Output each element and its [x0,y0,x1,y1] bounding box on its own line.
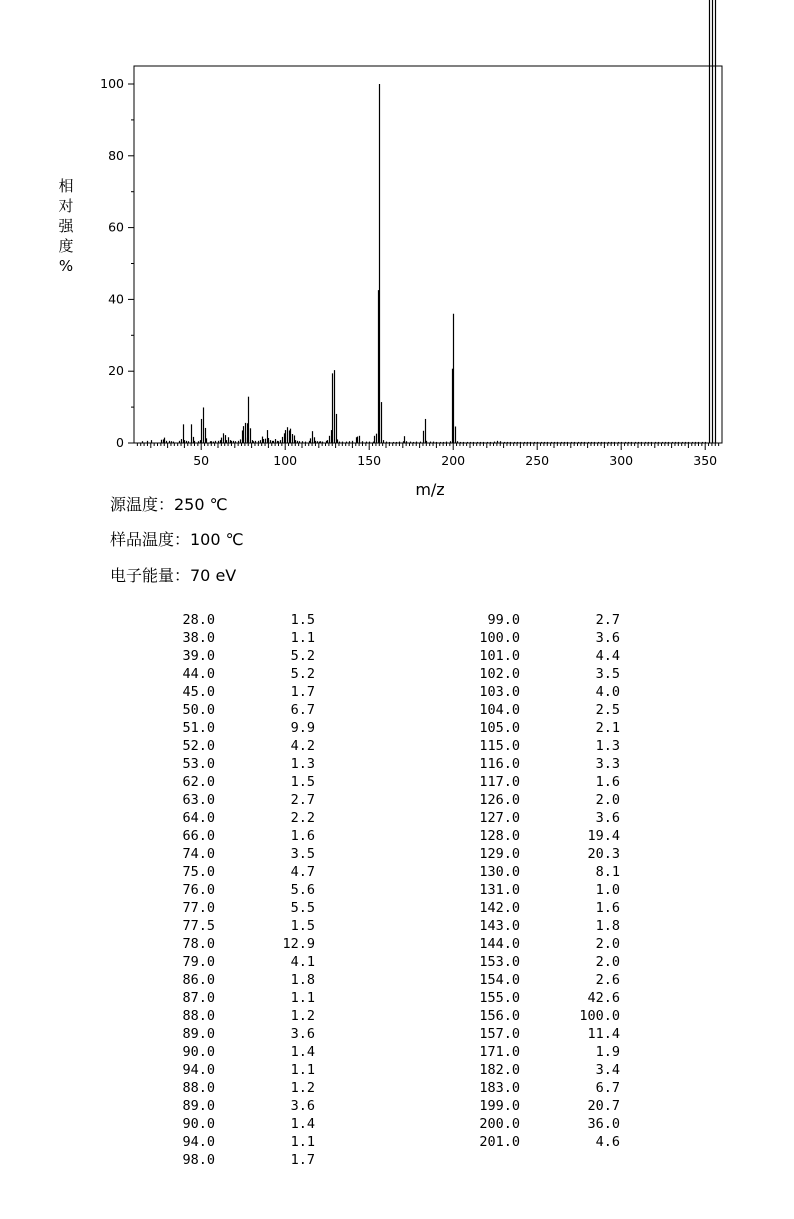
intensity-value: 1.6 [595,774,620,790]
intensity-value: 11.4 [587,1026,620,1042]
x-tick-label: 100 [273,453,298,468]
intensity-value: 20.7 [587,1098,620,1114]
mz-value: 127.0 [479,810,520,826]
intensity-value: 2.0 [595,954,620,970]
intensity-value: 1.7 [290,1152,315,1168]
mz-value: 62.0 [182,774,215,790]
mz-value: 52.0 [182,738,215,754]
electron-energy: 电子能量：70 eV [110,566,237,585]
mz-value: 130.0 [479,864,520,880]
mz-value: 44.0 [182,666,215,682]
mz-value: 89.0 [182,1098,215,1114]
intensity-value: 1.7 [290,684,315,700]
intensity-value: 9.9 [290,720,315,736]
mz-value: 155.0 [479,990,520,1006]
mz-value: 144.0 [479,936,520,952]
intensity-value: 1.2 [290,1080,315,1096]
x-axis-label: m/z [415,480,445,499]
mz-value: 142.0 [479,900,520,916]
mz-value: 39.0 [182,648,215,664]
y-tick-label: 100 [100,76,124,91]
mz-value: 88.0 [182,1080,215,1096]
intensity-value: 4.2 [290,738,315,754]
intensity-value: 1.8 [595,918,620,934]
mz-value: 66.0 [182,828,215,844]
mz-value: 115.0 [479,738,520,754]
intensity-value: 2.7 [290,792,315,808]
intensity-value: 1.5 [290,774,315,790]
mz-value: 199.0 [479,1098,520,1114]
mz-value: 157.0 [479,1026,520,1042]
intensity-value: 4.7 [290,864,315,880]
x-tick-label: 200 [441,453,466,468]
intensity-value: 12.9 [282,936,315,952]
mz-value: 51.0 [182,720,215,736]
intensity-value: 3.4 [595,1062,620,1078]
mz-value: 77.0 [182,900,215,916]
mz-value: 116.0 [479,756,520,772]
mz-value: 64.0 [182,810,215,826]
mz-value: 50.0 [182,702,215,718]
y-axis-label-char: 相 [58,177,74,195]
intensity-value: 2.0 [595,792,620,808]
intensity-value: 5.5 [290,900,315,916]
intensity-value: 2.1 [595,720,620,736]
intensity-value: 6.7 [290,702,315,718]
mz-value: 183.0 [479,1080,520,1096]
mz-value: 171.0 [479,1044,520,1060]
x-tick-label: 350 [693,453,718,468]
intensity-value: 100.0 [579,1008,620,1024]
mz-value: 105.0 [479,720,520,736]
mz-value: 200.0 [479,1116,520,1132]
mz-value: 100.0 [479,630,520,646]
mz-value: 87.0 [182,990,215,1006]
mz-value: 182.0 [479,1062,520,1078]
intensity-value: 2.2 [290,810,315,826]
x-tick-label: 150 [357,453,382,468]
intensity-value: 19.4 [587,828,620,844]
intensity-value: 1.4 [290,1044,315,1060]
intensity-value: 2.7 [595,612,620,628]
source-temperature: 源温度：250 ℃ [110,495,228,514]
intensity-value: 3.5 [290,846,315,862]
mz-value: 99.0 [487,612,520,628]
intensity-value: 42.6 [587,990,620,1006]
intensity-value: 2.6 [595,972,620,988]
y-tick-label: 80 [108,147,124,163]
intensity-value: 5.2 [290,648,315,664]
mz-value: 201.0 [479,1134,520,1150]
y-axis-label-char: 对 [58,197,74,215]
x-axis [137,443,718,468]
intensity-value: 5.2 [290,666,315,682]
intensity-value: 5.6 [290,882,315,898]
mz-value: 89.0 [182,1026,215,1042]
mz-value: 154.0 [479,972,520,988]
mz-value: 94.0 [182,1062,215,1078]
intensity-value: 3.6 [595,630,620,646]
mz-value: 101.0 [479,648,520,664]
mz-value: 78.0 [182,936,215,952]
mz-value: 156.0 [479,1008,520,1024]
mz-value: 88.0 [182,1008,215,1024]
y-tick-label: 0 [116,435,124,450]
mz-value: 28.0 [182,612,215,628]
y-axis [100,76,134,450]
mz-value: 153.0 [479,954,520,970]
intensity-value: 3.6 [290,1098,315,1114]
intensity-value: 1.4 [290,1116,315,1132]
y-tick-label: 60 [108,219,124,235]
mz-value: 98.0 [182,1152,215,1168]
y-axis-label [56,176,76,276]
mz-value: 103.0 [479,684,520,700]
sample-temperature: 样品温度：100 ℃ [110,530,244,549]
mz-value: 76.0 [182,882,215,898]
mz-value: 86.0 [182,972,215,988]
y-tick-label: 40 [108,291,124,307]
intensity-value: 6.7 [595,1080,620,1096]
intensity-value: 2.0 [595,936,620,952]
y-axis-label-char: 度 [58,237,74,255]
plot-frame [134,66,722,443]
intensity-value: 1.5 [290,918,315,934]
intensity-value: 3.5 [595,666,620,682]
intensity-value: 1.3 [595,738,620,754]
mz-value: 90.0 [182,1044,215,1060]
mz-value: 129.0 [479,846,520,862]
intensity-value: 1.1 [290,1062,315,1078]
y-tick-label: 20 [108,363,124,379]
mz-value: 38.0 [182,630,215,646]
intensity-value: 4.4 [595,648,620,664]
mz-value: 77.5 [182,918,215,934]
mz-value: 128.0 [479,828,520,844]
mz-value: 75.0 [182,864,215,880]
intensity-value: 1.6 [595,900,620,916]
mz-value: 94.0 [182,1134,215,1150]
intensity-value: 20.3 [587,846,620,862]
intensity-value: 1.8 [290,972,315,988]
y-axis-label-char: 强 [58,217,74,235]
mz-value: 63.0 [182,792,215,808]
intensity-value: 1.2 [290,1008,315,1024]
intensity-value: 1.1 [290,990,315,1006]
intensity-value: 3.6 [595,810,620,826]
mz-value: 104.0 [479,702,520,718]
mz-value: 74.0 [182,846,215,862]
mass-spectrum-chart [0,0,794,470]
x-tick-label: 250 [525,453,550,468]
intensity-value: 2.5 [595,702,620,718]
mz-value: 117.0 [479,774,520,790]
intensity-value: 1.3 [290,756,315,772]
intensity-value: 8.1 [595,864,620,880]
mz-value: 143.0 [479,918,520,934]
mz-value: 79.0 [182,954,215,970]
intensity-value: 1.1 [290,1134,315,1150]
intensity-value: 1.6 [290,828,315,844]
mz-value: 53.0 [182,756,215,772]
intensity-value: 1.0 [595,882,620,898]
intensity-value: 1.1 [290,630,315,646]
intensity-value: 4.1 [290,954,315,970]
x-tick-label: 50 [193,453,210,468]
mz-value: 131.0 [479,882,520,898]
mz-value: 102.0 [479,666,520,682]
x-tick-label: 300 [609,453,634,468]
intensity-value: 4.0 [595,684,620,700]
mz-value: 126.0 [479,792,520,808]
intensity-value: 3.3 [595,756,620,772]
intensity-value: 4.6 [595,1134,620,1150]
intensity-value: 1.9 [595,1044,620,1060]
mz-value: 90.0 [182,1116,215,1132]
intensity-value: 3.6 [290,1026,315,1042]
intensity-value: 1.5 [290,612,315,628]
mz-value: 45.0 [182,684,215,700]
intensity-value: 36.0 [587,1116,620,1132]
y-axis-label-char: % [58,257,74,275]
